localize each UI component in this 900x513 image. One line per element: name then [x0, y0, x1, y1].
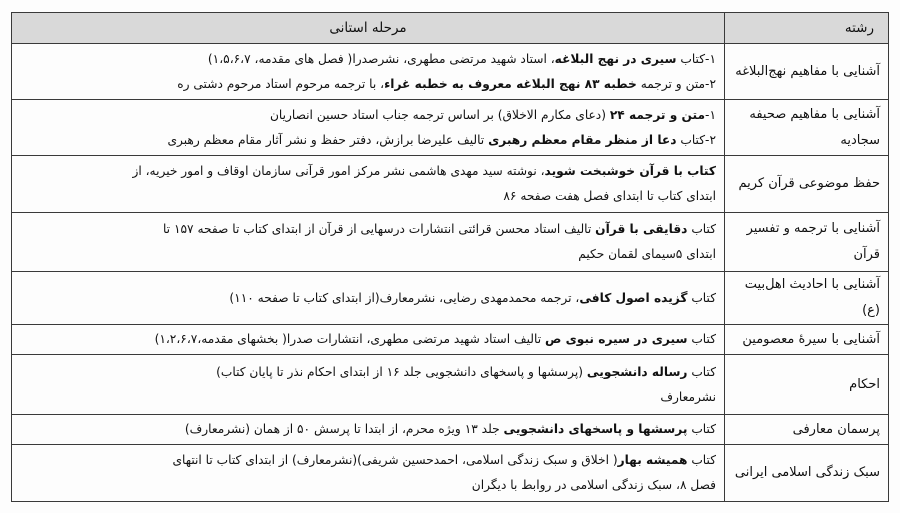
table-row [12, 445, 889, 502]
field-cell: پرسمان معارفی [725, 415, 889, 445]
stage-cell [12, 156, 725, 213]
field-cell: حفظ موضوعی قرآن کریم [725, 156, 889, 213]
stage-cell [12, 100, 725, 156]
field-cell: آشنایی با سیرهٔ معصومین [725, 325, 889, 355]
book-title: دقایقی با قرآن [595, 222, 688, 236]
book-title: سیری در نهج البلاغه [554, 51, 677, 66]
book-title: کتاب با قرآن خوشبخت شوید [544, 164, 716, 178]
table-body [12, 44, 889, 502]
description-text: کتاب [687, 222, 716, 236]
stage-text-line [20, 448, 716, 473]
table-row [12, 272, 889, 325]
description-text: نشرمعارف [660, 389, 716, 404]
curriculum-table [11, 12, 889, 502]
field-cell: آشنایی با احادیث اهل‌بیت (ع) [725, 272, 889, 325]
stage-text-line [20, 47, 716, 72]
description-text: جلد ۱۳ ویژه محرم، از ابتدا تا پرسش ۵۰ از همان (نشرمعارف) [184, 422, 504, 436]
table-header-row [12, 13, 889, 44]
book-title: خطبه ۸۳ نهج البلاغه معروف به خطبه غراء [384, 76, 637, 91]
field-cell: آشنایی با مفاهیم نهج‌البلاغه [725, 44, 889, 100]
table-row [12, 100, 889, 156]
description-text: (پرسشها و پاسخهای دانشجویی جلد ۱۶ از ابتدای احکام نذر تا پایان کتاب) [216, 364, 587, 379]
book-title: همیشه بهار [617, 453, 688, 467]
description-text: ۱- [705, 107, 716, 122]
table-row [12, 44, 889, 100]
description-text: ، ترجمه محمدمهدی رضایی، نشرمعارف(از ابتدای کتاب تا صفحه ۱۱۰) [229, 290, 580, 305]
stage-text-line [20, 473, 716, 498]
description-text: ۱-کتاب [676, 51, 716, 66]
stage-text-line [20, 72, 716, 97]
description-text: ، استاد شهید مرتضی مطهری، نشرصدرا( فصل های مقدمه، ۱،۵،۶،۷) [207, 51, 555, 66]
field-cell: احکام [725, 355, 889, 415]
table-row [12, 325, 889, 355]
book-title: دعا از منظر مقام معظم رهبری [488, 132, 677, 147]
stage-text-line [20, 417, 716, 442]
stage-text-line [20, 327, 716, 352]
description-text: کتاب [687, 422, 716, 436]
field-cell: آشنایی با ترجمه و تفسیر قرآن [725, 213, 889, 272]
description-text: کتاب [687, 290, 716, 305]
header-field: رشته [725, 13, 889, 44]
description-text: ابتدای ۵سیمای لقمان حکیم [578, 247, 716, 261]
description-text: کتاب [687, 453, 716, 467]
field-cell: آشنایی با مفاهیم صحیفه سجادیه [725, 100, 889, 156]
stage-text-line [20, 286, 716, 311]
stage-text-line [20, 103, 716, 128]
stage-cell [12, 44, 725, 100]
stage-text-line [20, 184, 716, 209]
stage-cell [12, 415, 725, 445]
stage-text-line [20, 128, 716, 153]
stage-text-line [20, 217, 716, 242]
field-cell: سبک زندگی اسلامی ایرانی [725, 445, 889, 502]
description-text: ۲-متن و ترجمه [636, 76, 716, 91]
table-row [12, 355, 889, 415]
description-text: (دعای مکارم الاخلاق) بر اساس ترجمه جناب استاد حسین انصاریان [269, 107, 610, 122]
stage-cell [12, 355, 725, 415]
table-row [12, 156, 889, 213]
description-text: ( اخلاق و سبک زندگی اسلامی، احمدحسین شریفی)(نشرمعارف) از ابتدای کتاب تا انتهای [172, 453, 618, 467]
description-text: تالیف استاد محسن قرائتی انتشارات درسهایی از قرآن از ابتدای کتاب تا صفحه ۱۵۷ تا [162, 222, 596, 236]
description-text: ، با ترجمه مرحوم استاد مرحوم دشتی ره [177, 76, 385, 91]
stage-cell [12, 213, 725, 272]
stage-cell [12, 272, 725, 325]
book-title: رساله دانشجویی [586, 364, 688, 379]
description-text: فصل ۸، سبک زندگی اسلامی در روابط با دیگران [471, 478, 716, 492]
book-title: متن و ترجمه ۲۴ [609, 107, 706, 122]
header-provincial-stage: مرحله استانی [12, 13, 725, 44]
description-text: کتاب [687, 364, 716, 379]
stage-cell [12, 325, 725, 355]
stage-text-line [20, 360, 716, 385]
description-text: تالیف علیرضا برازش، دفتر حفظ و نشر آثار مقام معظم رهبری [167, 132, 489, 147]
book-title: سیری در سیره نبوی ص [545, 332, 688, 346]
book-title: پرسشها و پاسخهای دانشجویی [503, 422, 688, 436]
stage-text-line [20, 159, 716, 184]
stage-cell [12, 445, 725, 502]
description-text: کتاب [687, 332, 716, 346]
description-text: ۲-کتاب [676, 132, 716, 147]
description-text: ، نوشته سید مهدی هاشمی نشر مرکز امور قرآنی سازمان اوقاف و امور خیریه، از [132, 164, 545, 178]
stage-text-line [20, 242, 716, 267]
book-title: گزیده اصول کافی [579, 290, 688, 305]
stage-text-line [20, 385, 716, 410]
table-row [12, 415, 889, 445]
description-text: ابتدای کتاب تا ابتدای فصل هفت صفحه ۸۶ [503, 189, 716, 203]
table-row [12, 213, 889, 272]
description-text: تالیف استاد شهید مرتضی مطهری، انتشارات صدرا( بخشهای مقدمه،۱،۲،۶،۷) [154, 332, 545, 346]
